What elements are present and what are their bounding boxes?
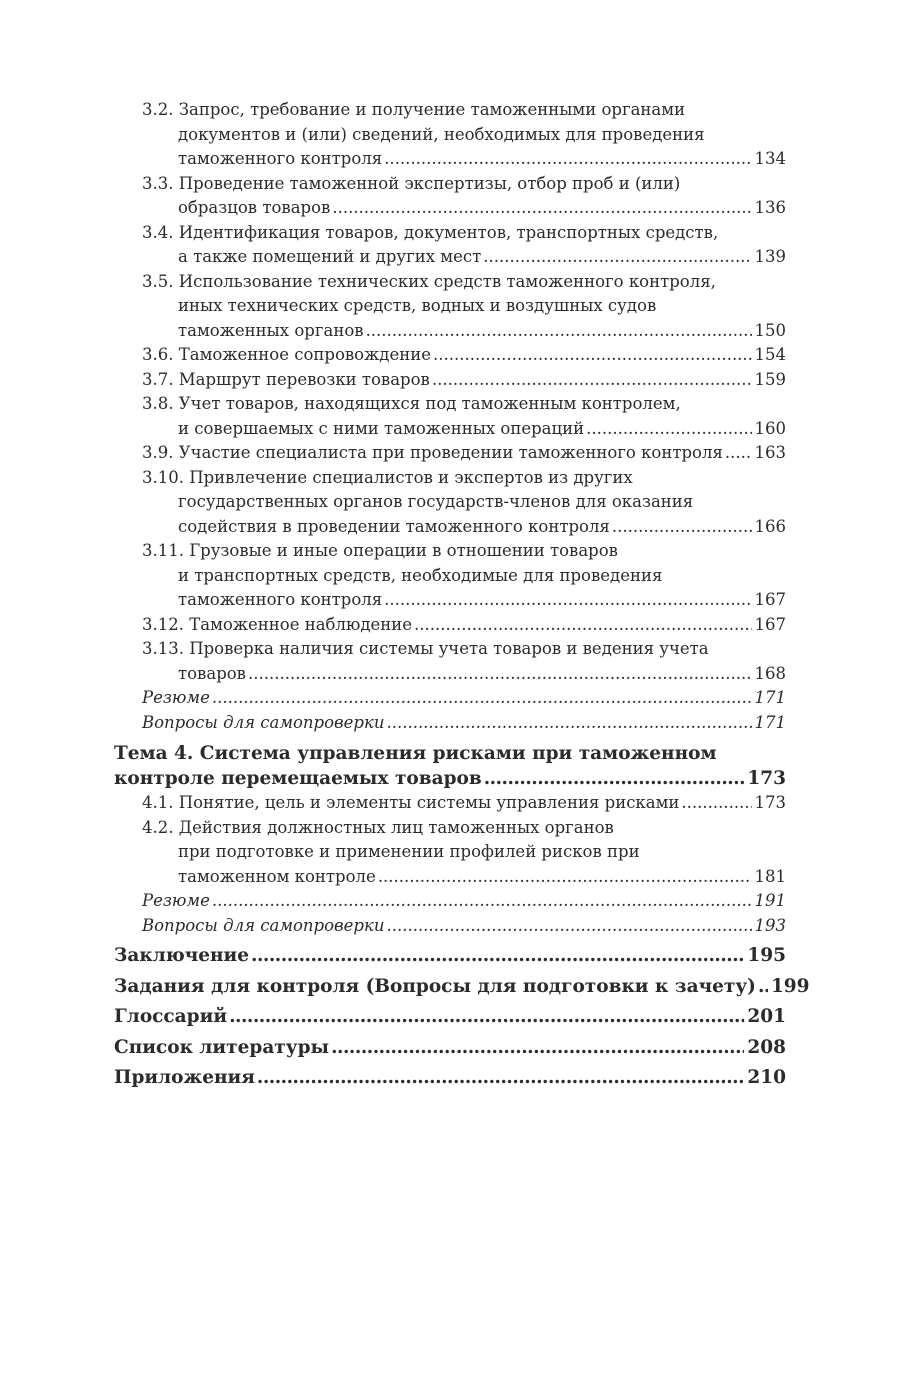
toc-entry-title-line: содействия в проведении таможенного контроля (178, 516, 610, 536)
dot-leader (384, 147, 751, 172)
toc-entry-title-line: 3.6. Таможенное сопровождение (142, 345, 431, 364)
toc-entry[interactable] (142, 613, 786, 638)
toc-entry-title-line: Список литературы (114, 1036, 330, 1058)
toc-entry[interactable] (114, 1035, 786, 1061)
toc-entry-title-line: образцов товаров (178, 198, 331, 217)
toc-entry[interactable] (114, 943, 786, 969)
toc-entry[interactable] (142, 914, 786, 939)
toc-entry-title-line: Глоссарий (114, 1006, 228, 1027)
page-number: 154 (754, 345, 786, 364)
toc-entry[interactable] (142, 172, 786, 221)
toc-entry-title-line: таможенных органов (178, 320, 364, 340)
dot-leader (432, 368, 752, 393)
dot-leader (257, 1065, 744, 1091)
page-number: 208 (747, 1036, 786, 1058)
toc-entry-title-line: 4.1. Понятие, цель и элементы системы управления рисками (142, 793, 680, 812)
dot-leader (681, 791, 751, 816)
dot-leader (378, 865, 752, 890)
toc-entry-title-line: 3.12. Таможенное наблюдение (142, 614, 413, 634)
toc-entry-title-line: Резюме (142, 688, 210, 707)
toc-entry-title-line: государственных органов государств-членов для оказания (178, 492, 694, 511)
dot-leader (384, 588, 751, 613)
page-number: 160 (754, 418, 786, 438)
toc-entry-title-line: Вопросы для самопроверки (142, 915, 385, 935)
toc-entry[interactable] (142, 637, 786, 686)
dot-leader (212, 889, 752, 914)
page-number: 134 (754, 149, 786, 168)
page-number: 139 (754, 247, 786, 266)
dot-leader (612, 515, 752, 540)
toc-entry[interactable] (142, 466, 786, 540)
page-number: 210 (747, 1067, 786, 1088)
table-of-contents (114, 98, 810, 1091)
toc-entry-title-line: таможенном контроле (178, 866, 376, 886)
toc-entry-title-line: 3.10. Привлечение специалистов и экспертов из других (142, 467, 633, 487)
toc-entry[interactable] (142, 270, 786, 344)
page-number: 163 (754, 443, 786, 462)
toc-entry[interactable] (142, 686, 786, 711)
page-number: 167 (754, 590, 786, 609)
dot-leader (212, 686, 752, 711)
toc-entry[interactable] (114, 1065, 786, 1091)
dot-leader (433, 343, 752, 368)
toc-entry-title-line: и транспортных средств, необходимые для проведения (178, 565, 663, 585)
toc-entry-title-line: документов и (или) сведений, необходимых для проведения (178, 124, 705, 144)
toc-entry-title-line: 3.2. Запрос, требование и получение таможенными органами (142, 100, 686, 119)
toc-entry[interactable] (142, 221, 786, 270)
page-number: 166 (754, 516, 786, 536)
toc-entry-title-line: Задания для контроля (Вопросы для подготовки к зачету) (114, 975, 756, 997)
dot-leader (414, 613, 751, 638)
toc-entry[interactable] (142, 889, 786, 914)
dot-leader (484, 766, 745, 791)
page-number: 173 (747, 768, 786, 789)
toc-entry-title-line: а также помещений и других мест (178, 247, 482, 266)
toc-entry[interactable] (142, 343, 786, 368)
page-number: 159 (754, 369, 786, 389)
page-number: 167 (754, 614, 786, 634)
dot-leader (725, 441, 752, 466)
toc-entry-title-line: Вопросы для самопроверки (142, 712, 385, 732)
toc-entry-title-line: Заключение (114, 945, 250, 966)
page-number: 181 (754, 866, 786, 886)
toc-entry-title-line: товаров (178, 663, 246, 683)
dot-leader (386, 711, 751, 736)
dot-leader (251, 943, 744, 969)
page-number: 150 (754, 320, 786, 340)
dot-leader (586, 417, 751, 442)
toc-entry-title-line: 3.8. Учет товаров, находящихся под таможенным контролем, (142, 394, 681, 413)
page-number: 173 (754, 793, 786, 812)
page-number: 171 (754, 712, 786, 732)
page-number: 136 (754, 198, 786, 217)
toc-entry-title-line: 3.11. Грузовые и иные операции в отношении товаров (142, 541, 618, 560)
toc-entry-title-line: Тема 4. Система управления рисками при таможенном (114, 743, 717, 764)
dot-leader (366, 319, 752, 344)
toc-entry-title-line: 3.4. Идентификация товаров, документов, транспортных средств, (142, 222, 719, 242)
dot-leader (386, 914, 751, 939)
toc-entry[interactable] (142, 791, 786, 816)
toc-entry-title-line: иных технических средств, водных и воздушных судов (178, 296, 657, 315)
toc-entry-title-line: 3.3. Проведение таможенной экспертизы, отбор проб и (или) (142, 173, 681, 193)
page-number: 168 (754, 663, 786, 683)
dot-leader (758, 974, 768, 1000)
toc-entry-title-line: 3.13. Проверка наличия системы учета товаров и ведения учета (142, 639, 709, 658)
toc-entry-title-line: таможенного контроля (178, 590, 383, 609)
toc-entry[interactable] (142, 539, 786, 613)
toc-entry-title-line: 4.2. Действия должностных лиц таможенных органов (142, 817, 614, 837)
toc-entry[interactable] (114, 1004, 786, 1030)
toc-entry[interactable] (142, 368, 786, 393)
toc-entry[interactable] (142, 392, 786, 441)
toc-entry-title-line: 3.5. Использование технических средств таможенного контроля, (142, 271, 716, 291)
toc-entry-title-line: 3.7. Маршрут перевозки товаров (142, 369, 430, 389)
toc-entry[interactable] (142, 98, 786, 172)
toc-entry[interactable] (142, 711, 786, 736)
page-number: 201 (747, 1006, 786, 1027)
dot-leader (248, 662, 752, 687)
toc-entry[interactable] (114, 741, 786, 791)
toc-entry-title-line: Резюме (142, 891, 210, 910)
dot-leader (332, 196, 751, 221)
page-number: 191 (754, 891, 786, 910)
toc-entry-title-line: Приложения (114, 1067, 255, 1088)
page-number: 195 (747, 945, 786, 966)
dot-leader (229, 1004, 744, 1030)
toc-entry[interactable] (142, 441, 786, 466)
page-number: 193 (754, 915, 786, 935)
toc-entry[interactable] (142, 816, 786, 890)
page-number: 171 (754, 688, 786, 707)
toc-entry-title-line: контроле перемещаемых товаров (114, 768, 482, 789)
dot-leader (483, 245, 751, 270)
toc-entry-title-line: 3.9. Участие специалиста при проведении таможенного контроля (142, 443, 723, 462)
dot-leader (331, 1035, 744, 1061)
toc-entry-title-line: таможенного контроля (178, 149, 383, 168)
page-number: 199 (770, 975, 810, 997)
toc-entry-title-line: и совершаемых с ними таможенных операций (178, 418, 585, 438)
toc-entry[interactable] (114, 974, 810, 1000)
toc-entry-title-line: при подготовке и применении профилей рисков при (178, 842, 640, 861)
